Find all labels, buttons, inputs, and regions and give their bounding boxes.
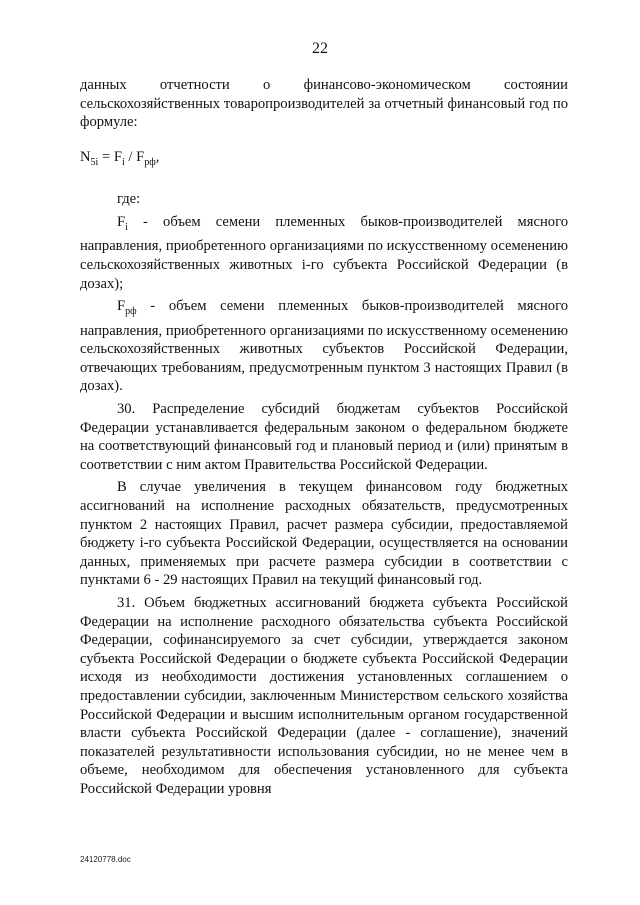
intro-paragraph: данных отчетности о финансово-экономическом состоянии сельскохозяйственных товаропроизводителей за отчетный финансовый год по формуле: — [80, 77, 568, 131]
where-label: где: — [117, 191, 141, 208]
paragraph-30-continued: В случае увеличения в текущем финансовом году бюджетных ассигнований на исполнение расходных обязательств, предусмотренных пунктом 2 настоящих Правил, расчет размера субсидии, предоставляемой бюджету i-го субъекта Российской Федерации, осуществляется на основании данных, применяемых при расчете размера субсидии в соответствии с пунктами 6 - 29 настоящих Правил на текущий финансовый год. — [80, 479, 568, 589]
definition-frf: $F_{рф}$ - объем семени племенных быков-производителей мясного направления, приобретенного организациями по искусственному осеменению сельскохозяйственных животных субъектов Российской Федерации, отвечающих требованиям, предусмотренным пунктом 3 настоящих Правил (в дозах). — [80, 298, 568, 395]
document-body — [80, 76, 568, 799]
page-number: 22 — [312, 40, 328, 57]
paragraph-30: 30. Распределение субсидий бюджетам субъектов Российской Федерации устанавливается федеральным законом о федеральном бюджете на соответствующий финансовый год и плановый период и (или) принятым в соответствии с ним актом Правительства Российской Федерации. — [80, 401, 568, 473]
definition-fi: $F_i$ - объем семени племенных быков-производителей мясного направления, приобретенного организациями по искусственному осеменению сельскохозяйственных животных i-го субъекта Российской Федерации (в дозах); — [80, 213, 568, 292]
file-name-footer: 24120778.doc — [80, 855, 131, 864]
paragraph-31: 31. Объем бюджетных ассигнований бюджета субъекта Российской Федерации на исполнение расходного обязательства субъекта Российской Федерации, софинансируемого за счет субсидии, утверждается законом субъекта Российской Федерации о бюджете субъекта Российской Федерации исходя из необходимости достижения установленных соглашением о предоставлении субсидии, заключенным Министерством сельского хозяйства Российской Федерации и высшим исполнительным органом государственной власти субъекта Российской Федерации (далее - соглашение), значений показателей результативности использования субсидии, но не менее чем в объеме, необходимом для обеспечения установленного для субъекта Российской Федерации уровня — [80, 594, 568, 797]
formula: $N_{5i} = F_i / F_{рф}$, — [80, 148, 160, 168]
